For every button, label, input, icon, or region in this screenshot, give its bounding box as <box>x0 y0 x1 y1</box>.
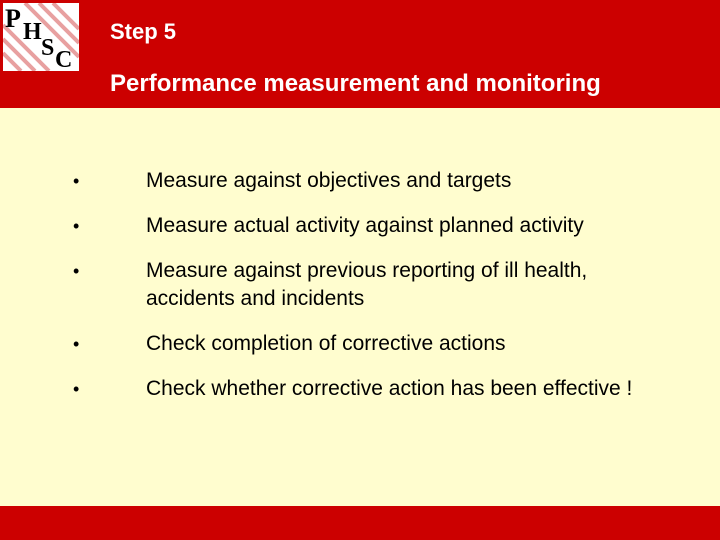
bullet-marker: • <box>73 334 80 354</box>
phsc-logo <box>3 3 79 71</box>
bullet-marker: • <box>73 261 80 281</box>
bullet-text: Measure against previous reporting of ill health, accidents and incidents <box>146 259 588 310</box>
bullet-marker: • <box>73 216 80 236</box>
bullet-item <box>0 212 720 240</box>
step-title: Step 5 <box>110 19 177 44</box>
bullet-item <box>0 330 720 358</box>
bullet-item <box>0 257 720 313</box>
bullet-item <box>0 375 720 403</box>
bullet-marker: • <box>73 171 80 191</box>
logo-letter-h: H <box>23 19 42 45</box>
bullet-text: Measure actual activity against planned activity <box>146 214 584 237</box>
logo-letter-c: C <box>55 47 73 71</box>
bullet-text: Check completion of corrective actions <box>146 332 506 355</box>
bullet-marker: • <box>73 379 80 399</box>
header-bar <box>0 0 720 108</box>
logo-letter-p: P <box>5 4 21 33</box>
phsc-logo-graphic <box>3 3 79 71</box>
bullet-list <box>0 167 720 420</box>
slide-subtitle: Performance measurement and monitoring <box>110 70 601 97</box>
bullet-text: Check whether corrective action has been effective ! <box>146 377 633 400</box>
footer-bar <box>0 506 720 540</box>
logo-letter-s: S <box>41 35 55 61</box>
bullet-text: Measure against objectives and targets <box>146 169 512 192</box>
bullet-item <box>0 167 720 195</box>
